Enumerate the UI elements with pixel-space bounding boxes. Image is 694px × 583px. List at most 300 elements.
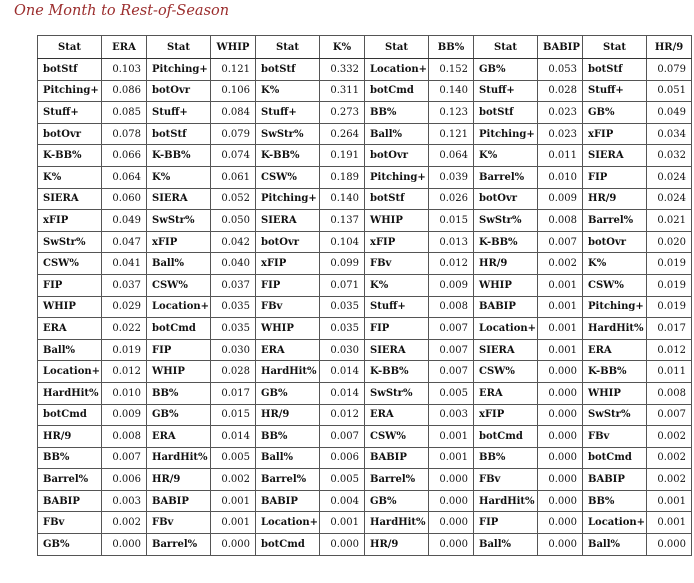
stat-value-cell: 0.064 — [102, 166, 147, 188]
table-row — [38, 274, 692, 296]
stat-value-cell: 0.050 — [211, 210, 256, 232]
stat-value-cell: 0.000 — [429, 534, 474, 556]
stat-name-cell: Stuff+ — [147, 102, 211, 124]
stat-value-cell: 0.009 — [538, 188, 583, 210]
stat-value-cell: 0.023 — [538, 123, 583, 145]
stat-name-cell: Location+ — [474, 318, 538, 340]
table-row — [38, 469, 692, 491]
stat-name-cell: Stuff+ — [583, 80, 647, 102]
stat-name-cell: botOvr — [147, 80, 211, 102]
stat-name-cell: botStf — [474, 102, 538, 124]
stat-value-cell: 0.189 — [320, 166, 365, 188]
stat-value-cell: 0.000 — [538, 512, 583, 534]
stat-name-cell: K-BB% — [474, 231, 538, 253]
table-row — [38, 123, 692, 145]
stat-value-cell: 0.106 — [211, 80, 256, 102]
stat-name-cell: SIERA — [583, 145, 647, 167]
stat-value-cell: 0.009 — [102, 404, 147, 426]
stat-value-cell: 0.001 — [320, 512, 365, 534]
stat-value-cell: 0.000 — [538, 426, 583, 448]
stat-value-cell: 0.000 — [538, 490, 583, 512]
stat-name-cell: HR/9 — [147, 469, 211, 491]
stat-name-cell: FIP — [365, 318, 429, 340]
stat-column-header: Stat — [147, 36, 211, 59]
stat-value-cell: 0.085 — [102, 102, 147, 124]
value-column-header: BB% — [429, 36, 474, 59]
stat-value-cell: 0.006 — [102, 469, 147, 491]
stat-value-cell: 0.040 — [211, 253, 256, 275]
stat-name-cell: K% — [147, 166, 211, 188]
stat-value-cell: 0.011 — [647, 361, 692, 383]
stat-value-cell: 0.021 — [647, 210, 692, 232]
stat-value-cell: 0.064 — [429, 145, 474, 167]
stat-value-cell: 0.019 — [647, 274, 692, 296]
stat-value-cell: 0.137 — [320, 210, 365, 232]
correlation-table — [37, 35, 692, 556]
stat-name-cell: BABIP — [38, 490, 102, 512]
stat-name-cell: xFIP — [474, 404, 538, 426]
stat-value-cell: 0.273 — [320, 102, 365, 124]
stat-value-cell: 0.001 — [429, 447, 474, 469]
stat-name-cell: K% — [256, 80, 320, 102]
stat-name-cell: botCmd — [365, 80, 429, 102]
stat-name-cell: K% — [38, 166, 102, 188]
stat-name-cell: FIP — [38, 274, 102, 296]
stat-value-cell: 0.140 — [320, 188, 365, 210]
table-row — [38, 253, 692, 275]
stat-value-cell: 0.015 — [429, 210, 474, 232]
stat-value-cell: 0.053 — [538, 59, 583, 81]
stat-name-cell: HR/9 — [38, 426, 102, 448]
stat-value-cell: 0.014 — [320, 382, 365, 404]
table-row — [38, 145, 692, 167]
stat-name-cell: xFIP — [583, 123, 647, 145]
stat-name-cell: Stuff+ — [474, 80, 538, 102]
stat-value-cell: 0.074 — [211, 145, 256, 167]
stat-name-cell: SwStr% — [365, 382, 429, 404]
stat-name-cell: ERA — [474, 382, 538, 404]
stat-value-cell: 0.019 — [647, 253, 692, 275]
stat-name-cell: botCmd — [147, 318, 211, 340]
stat-name-cell: SwStr% — [256, 123, 320, 145]
stat-name-cell: K% — [474, 145, 538, 167]
stat-name-cell: botStf — [38, 59, 102, 81]
stat-name-cell: SIERA — [365, 339, 429, 361]
stat-name-cell: FIP — [474, 512, 538, 534]
stat-value-cell: 0.079 — [647, 59, 692, 81]
stat-name-cell: Ball% — [147, 253, 211, 275]
stat-name-cell: HR/9 — [365, 534, 429, 556]
stat-value-cell: 0.028 — [211, 361, 256, 383]
stat-name-cell: Barrel% — [365, 469, 429, 491]
stat-name-cell: K% — [583, 253, 647, 275]
stat-value-cell: 0.041 — [102, 253, 147, 275]
stat-name-cell: botCmd — [583, 447, 647, 469]
table-row — [38, 210, 692, 232]
stat-name-cell: Location+ — [365, 59, 429, 81]
stat-name-cell: BABIP — [147, 490, 211, 512]
stat-value-cell: 0.007 — [429, 339, 474, 361]
stat-value-cell: 0.099 — [320, 253, 365, 275]
stat-name-cell: BB% — [365, 102, 429, 124]
stat-value-cell: 0.008 — [429, 296, 474, 318]
stat-value-cell: 0.007 — [647, 404, 692, 426]
stat-value-cell: 0.032 — [647, 145, 692, 167]
stat-name-cell: K-BB% — [147, 145, 211, 167]
stat-value-cell: 0.007 — [429, 318, 474, 340]
table-header — [38, 36, 692, 59]
stat-name-cell: botStf — [147, 123, 211, 145]
stat-name-cell: Location+ — [38, 361, 102, 383]
table-row — [38, 59, 692, 81]
table-title: One Month to Rest-of-Season — [14, 3, 230, 19]
stat-value-cell: 0.002 — [647, 447, 692, 469]
stat-value-cell: 0.017 — [647, 318, 692, 340]
stat-name-cell: WHIP — [147, 361, 211, 383]
stat-value-cell: 0.332 — [320, 59, 365, 81]
stat-name-cell: ERA — [38, 318, 102, 340]
stat-name-cell: BABIP — [256, 490, 320, 512]
stat-value-cell: 0.002 — [211, 469, 256, 491]
stat-name-cell: Ball% — [38, 339, 102, 361]
stat-value-cell: 0.264 — [320, 123, 365, 145]
stat-name-cell: FBv — [256, 296, 320, 318]
stat-value-cell: 0.000 — [102, 534, 147, 556]
value-column-header: HR/9 — [647, 36, 692, 59]
stat-name-cell: HardHit% — [474, 490, 538, 512]
stat-value-cell: 0.052 — [211, 188, 256, 210]
stat-value-cell: 0.007 — [102, 447, 147, 469]
stat-value-cell: 0.000 — [211, 534, 256, 556]
table-row — [38, 534, 692, 556]
stat-value-cell: 0.066 — [102, 145, 147, 167]
stat-value-cell: 0.078 — [102, 123, 147, 145]
stat-name-cell: HR/9 — [474, 253, 538, 275]
stat-value-cell: 0.013 — [429, 231, 474, 253]
stat-name-cell: Stuff+ — [256, 102, 320, 124]
stat-value-cell: 0.019 — [102, 339, 147, 361]
table-row — [38, 426, 692, 448]
stat-name-cell: CSW% — [365, 426, 429, 448]
stat-name-cell: botCmd — [256, 534, 320, 556]
stat-value-cell: 0.020 — [647, 231, 692, 253]
stat-name-cell: xFIP — [38, 210, 102, 232]
table-row — [38, 404, 692, 426]
stat-value-cell: 0.047 — [102, 231, 147, 253]
table-row — [38, 318, 692, 340]
stat-name-cell: SIERA — [256, 210, 320, 232]
stat-value-cell: 0.023 — [538, 102, 583, 124]
stat-value-cell: 0.019 — [647, 296, 692, 318]
stat-name-cell: botCmd — [474, 426, 538, 448]
table-row — [38, 512, 692, 534]
stat-value-cell: 0.061 — [211, 166, 256, 188]
stat-value-cell: 0.012 — [320, 404, 365, 426]
stat-value-cell: 0.311 — [320, 80, 365, 102]
stat-name-cell: Pitching+ — [38, 80, 102, 102]
stat-name-cell: SIERA — [147, 188, 211, 210]
stat-value-cell: 0.140 — [429, 80, 474, 102]
stat-name-cell: SwStr% — [474, 210, 538, 232]
stat-name-cell: botStf — [583, 59, 647, 81]
stat-value-cell: 0.060 — [102, 188, 147, 210]
stat-value-cell: 0.000 — [538, 382, 583, 404]
stat-name-cell: HardHit% — [365, 512, 429, 534]
stat-value-cell: 0.191 — [320, 145, 365, 167]
stat-name-cell: BB% — [147, 382, 211, 404]
stat-value-cell: 0.000 — [429, 490, 474, 512]
stat-name-cell: FBv — [583, 426, 647, 448]
stat-value-cell: 0.037 — [211, 274, 256, 296]
stat-value-cell: 0.000 — [538, 469, 583, 491]
stat-name-cell: WHIP — [365, 210, 429, 232]
stat-name-cell: Ball% — [365, 123, 429, 145]
stat-value-cell: 0.049 — [647, 102, 692, 124]
stat-name-cell: K-BB% — [583, 361, 647, 383]
stat-value-cell: 0.030 — [320, 339, 365, 361]
stat-value-cell: 0.014 — [211, 426, 256, 448]
stat-value-cell: 0.000 — [320, 534, 365, 556]
stat-name-cell: Barrel% — [147, 534, 211, 556]
stat-value-cell: 0.001 — [647, 490, 692, 512]
stat-value-cell: 0.121 — [429, 123, 474, 145]
stat-name-cell: xFIP — [147, 231, 211, 253]
stat-name-cell: BB% — [38, 447, 102, 469]
stat-column-header: Stat — [38, 36, 102, 59]
stat-value-cell: 0.022 — [102, 318, 147, 340]
stat-name-cell: CSW% — [38, 253, 102, 275]
stat-name-cell: HR/9 — [256, 404, 320, 426]
stat-name-cell: HR/9 — [583, 188, 647, 210]
stat-name-cell: botOvr — [474, 188, 538, 210]
stat-value-cell: 0.008 — [647, 382, 692, 404]
stat-name-cell: SwStr% — [147, 210, 211, 232]
table-row — [38, 102, 692, 124]
stat-value-cell: 0.008 — [102, 426, 147, 448]
stat-name-cell: WHIP — [474, 274, 538, 296]
stat-value-cell: 0.007 — [320, 426, 365, 448]
stat-value-cell: 0.024 — [647, 188, 692, 210]
stat-column-header: Stat — [365, 36, 429, 59]
stat-name-cell: Location+ — [583, 512, 647, 534]
stat-value-cell: 0.035 — [211, 296, 256, 318]
stat-name-cell: botCmd — [38, 404, 102, 426]
stat-value-cell: 0.005 — [211, 447, 256, 469]
stat-name-cell: Pitching+ — [147, 59, 211, 81]
stat-value-cell: 0.001 — [647, 512, 692, 534]
stat-value-cell: 0.002 — [647, 469, 692, 491]
stat-value-cell: 0.010 — [538, 166, 583, 188]
stat-name-cell: HardHit% — [256, 361, 320, 383]
stat-value-cell: 0.035 — [211, 318, 256, 340]
stat-value-cell: 0.024 — [647, 166, 692, 188]
stat-value-cell: 0.000 — [429, 469, 474, 491]
table-row — [38, 296, 692, 318]
stat-name-cell: Pitching+ — [583, 296, 647, 318]
stat-value-cell: 0.006 — [320, 447, 365, 469]
stat-name-cell: ERA — [256, 339, 320, 361]
stat-value-cell: 0.000 — [538, 447, 583, 469]
stat-name-cell: Stuff+ — [365, 296, 429, 318]
stat-column-header: Stat — [474, 36, 538, 59]
stat-name-cell: WHIP — [583, 382, 647, 404]
stat-value-cell: 0.001 — [538, 318, 583, 340]
stat-name-cell: Location+ — [147, 296, 211, 318]
stat-value-cell: 0.001 — [538, 274, 583, 296]
stat-name-cell: K% — [365, 274, 429, 296]
stat-value-cell: 0.037 — [102, 274, 147, 296]
stat-name-cell: GB% — [147, 404, 211, 426]
stat-name-cell: ERA — [147, 426, 211, 448]
table-row — [38, 490, 692, 512]
stat-name-cell: botOvr — [256, 231, 320, 253]
stat-value-cell: 0.026 — [429, 188, 474, 210]
stat-value-cell: 0.005 — [320, 469, 365, 491]
stat-name-cell: FBv — [474, 469, 538, 491]
stat-value-cell: 0.001 — [211, 512, 256, 534]
stat-value-cell: 0.000 — [647, 534, 692, 556]
value-column-header: BABIP — [538, 36, 583, 59]
stat-value-cell: 0.010 — [102, 382, 147, 404]
stat-name-cell: xFIP — [256, 253, 320, 275]
stat-value-cell: 0.017 — [211, 382, 256, 404]
stat-name-cell: FIP — [583, 166, 647, 188]
stat-name-cell: Ball% — [474, 534, 538, 556]
stat-name-cell: Barrel% — [474, 166, 538, 188]
value-column-header: ERA — [102, 36, 147, 59]
stat-name-cell: botOvr — [583, 231, 647, 253]
stat-name-cell: HardHit% — [38, 382, 102, 404]
stat-name-cell: FIP — [256, 274, 320, 296]
stat-name-cell: CSW% — [256, 166, 320, 188]
stat-value-cell: 0.002 — [647, 426, 692, 448]
table-row — [38, 231, 692, 253]
stat-name-cell: FIP — [147, 339, 211, 361]
stat-name-cell: FBv — [38, 512, 102, 534]
stat-name-cell: Location+ — [256, 512, 320, 534]
stat-value-cell: 0.086 — [102, 80, 147, 102]
stat-value-cell: 0.029 — [102, 296, 147, 318]
table-row — [38, 382, 692, 404]
stat-value-cell: 0.035 — [320, 296, 365, 318]
stat-value-cell: 0.011 — [538, 145, 583, 167]
stat-value-cell: 0.015 — [211, 404, 256, 426]
table-body — [38, 59, 692, 556]
stat-value-cell: 0.051 — [647, 80, 692, 102]
stat-name-cell: Stuff+ — [38, 102, 102, 124]
stat-name-cell: GB% — [474, 59, 538, 81]
stat-value-cell: 0.049 — [102, 210, 147, 232]
stat-value-cell: 0.012 — [429, 253, 474, 275]
stat-name-cell: WHIP — [256, 318, 320, 340]
stat-name-cell: SwStr% — [583, 404, 647, 426]
stat-value-cell: 0.103 — [102, 59, 147, 81]
stat-name-cell: BB% — [583, 490, 647, 512]
stat-value-cell: 0.000 — [538, 361, 583, 383]
stat-name-cell: BABIP — [583, 469, 647, 491]
stat-name-cell: BABIP — [365, 447, 429, 469]
stat-name-cell: GB% — [256, 382, 320, 404]
stat-name-cell: HardHit% — [583, 318, 647, 340]
stat-value-cell: 0.121 — [211, 59, 256, 81]
stat-name-cell: WHIP — [38, 296, 102, 318]
table-row — [38, 188, 692, 210]
stat-name-cell: ERA — [365, 404, 429, 426]
stat-name-cell: FBv — [365, 253, 429, 275]
stat-value-cell: 0.014 — [320, 361, 365, 383]
table-row — [38, 361, 692, 383]
stat-value-cell: 0.009 — [429, 274, 474, 296]
stat-value-cell: 0.000 — [429, 512, 474, 534]
stat-value-cell: 0.042 — [211, 231, 256, 253]
stat-name-cell: Pitching+ — [365, 166, 429, 188]
stat-name-cell: CSW% — [474, 361, 538, 383]
value-column-header: WHIP — [211, 36, 256, 59]
stat-name-cell: Barrel% — [38, 469, 102, 491]
stat-value-cell: 0.035 — [320, 318, 365, 340]
stat-name-cell: Pitching+ — [256, 188, 320, 210]
table-row — [38, 166, 692, 188]
stat-name-cell: botStf — [256, 59, 320, 81]
stat-name-cell: K-BB% — [256, 145, 320, 167]
stat-value-cell: 0.000 — [538, 534, 583, 556]
stat-name-cell: Pitching+ — [474, 123, 538, 145]
stat-name-cell: BABIP — [474, 296, 538, 318]
stat-value-cell: 0.005 — [429, 382, 474, 404]
stat-name-cell: HardHit% — [147, 447, 211, 469]
stat-name-cell: Barrel% — [256, 469, 320, 491]
header-row — [38, 36, 692, 59]
stat-value-cell: 0.039 — [429, 166, 474, 188]
stat-value-cell: 0.002 — [102, 512, 147, 534]
stat-value-cell: 0.001 — [429, 426, 474, 448]
stat-name-cell: FBv — [147, 512, 211, 534]
stat-value-cell: 0.071 — [320, 274, 365, 296]
stat-name-cell: SIERA — [474, 339, 538, 361]
stat-name-cell: ERA — [583, 339, 647, 361]
stat-value-cell: 0.030 — [211, 339, 256, 361]
table-row — [38, 339, 692, 361]
stat-value-cell: 0.104 — [320, 231, 365, 253]
stat-name-cell: BB% — [474, 447, 538, 469]
table-row — [38, 447, 692, 469]
stat-value-cell: 0.007 — [538, 231, 583, 253]
stat-value-cell: 0.028 — [538, 80, 583, 102]
stat-name-cell: botStf — [365, 188, 429, 210]
stat-value-cell: 0.001 — [538, 296, 583, 318]
stat-column-header: Stat — [583, 36, 647, 59]
stat-value-cell: 0.007 — [429, 361, 474, 383]
stat-name-cell: BB% — [256, 426, 320, 448]
stat-name-cell: GB% — [583, 102, 647, 124]
stat-name-cell: SIERA — [38, 188, 102, 210]
stat-value-cell: 0.001 — [538, 339, 583, 361]
stat-value-cell: 0.003 — [102, 490, 147, 512]
stat-name-cell: xFIP — [365, 231, 429, 253]
stat-value-cell: 0.012 — [647, 339, 692, 361]
stat-value-cell: 0.001 — [211, 490, 256, 512]
stat-value-cell: 0.079 — [211, 123, 256, 145]
stat-value-cell: 0.000 — [538, 404, 583, 426]
stat-name-cell: Ball% — [583, 534, 647, 556]
stat-value-cell: 0.034 — [647, 123, 692, 145]
stat-name-cell: botOvr — [38, 123, 102, 145]
table-row — [38, 80, 692, 102]
value-column-header: K% — [320, 36, 365, 59]
stat-value-cell: 0.004 — [320, 490, 365, 512]
stat-name-cell: SwStr% — [38, 231, 102, 253]
stat-name-cell: K-BB% — [365, 361, 429, 383]
